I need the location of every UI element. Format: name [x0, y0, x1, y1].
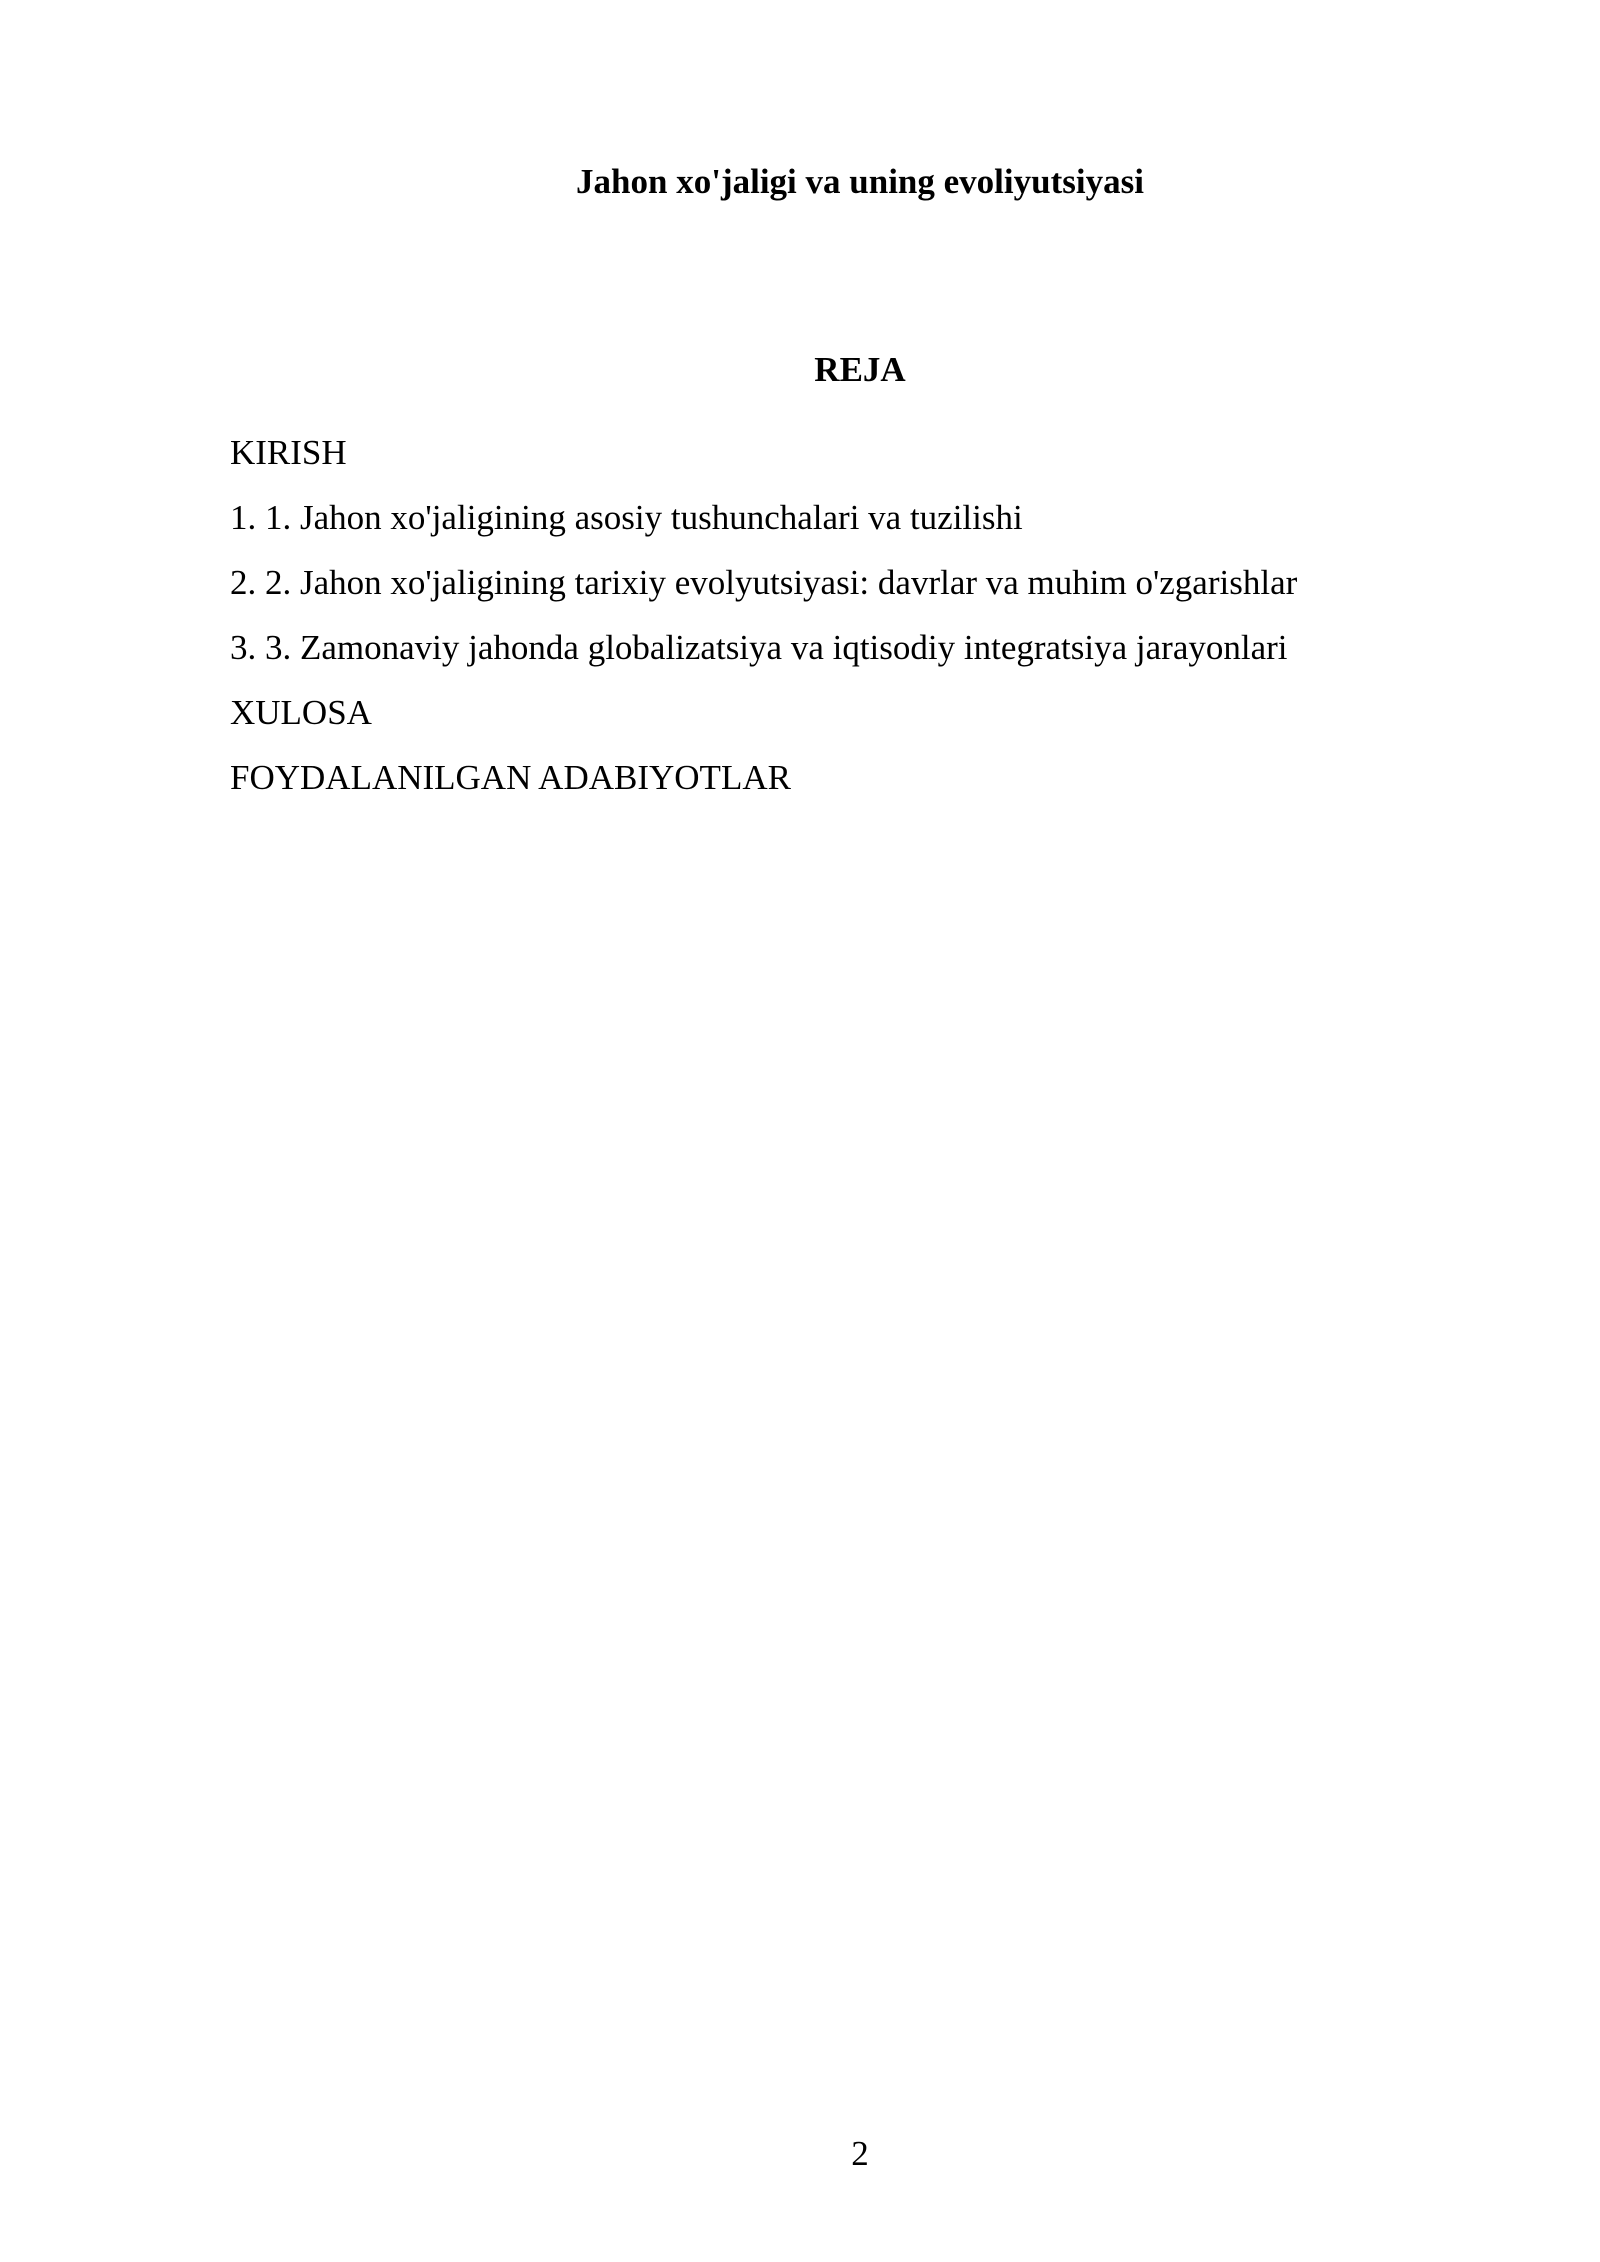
toc-item-chapter-2: 2. 2. Jahon xo'jaligining tarixiy evolyutsiyasi: davrlar va muhim o'zgarishlar	[230, 563, 1298, 602]
page-number: 2	[851, 2134, 869, 2173]
toc-item-chapter-1: 1. 1. Jahon xo'jaligining asosiy tushunchalari va tuzilishi	[230, 498, 1023, 537]
table-of-contents	[230, 420, 1490, 810]
plan-heading: REJA	[814, 350, 906, 389]
toc-item-introduction: KIRISH	[230, 433, 347, 472]
document-title: Jahon xo'jaligi va uning evoliyutsiyasi	[576, 162, 1144, 201]
toc-item-references: FOYDALANILGAN ADABIYOTLAR	[230, 758, 791, 797]
toc-item-chapter-3: 3. 3. Zamonaviy jahonda globalizatsiya va iqtisodiy integratsiya jarayonlari	[230, 628, 1288, 667]
toc-item-conclusion: XULOSA	[230, 693, 372, 732]
